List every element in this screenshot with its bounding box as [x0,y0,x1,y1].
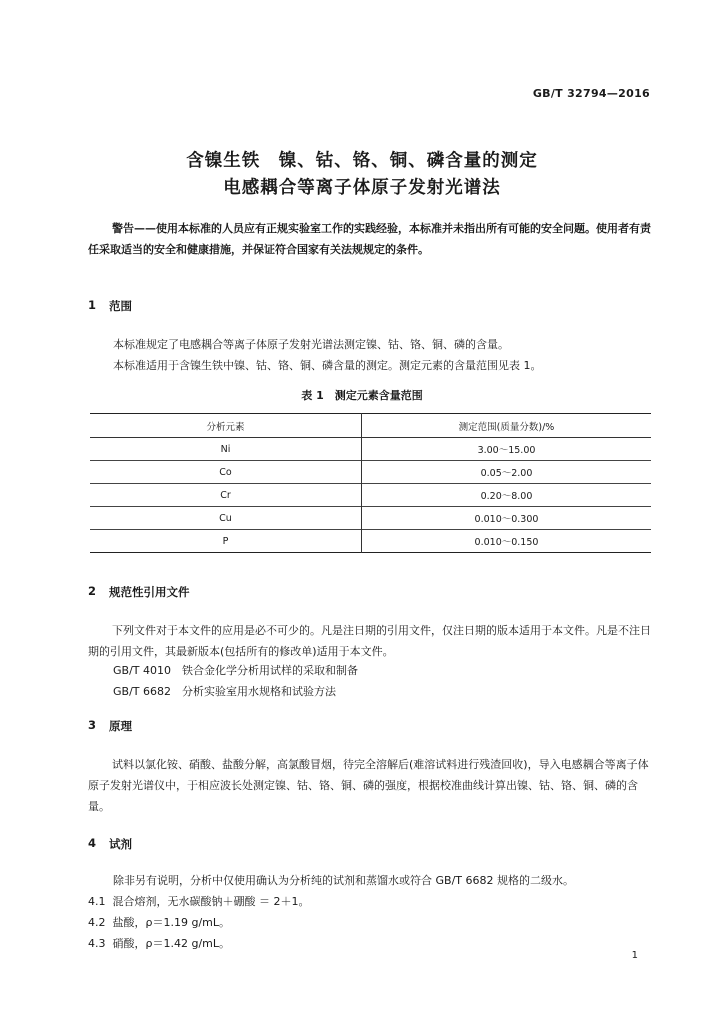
table-header-row [90,414,651,438]
item-text: 混合熔剂，无水碳酸钠＋硼酸 ＝ 2＋1。 [112,895,310,908]
table-row [90,438,651,461]
list-item [88,935,230,951]
header-element: 分析元素 [90,414,362,438]
range-cell: 0.010～0.300 [362,507,652,530]
item-number: 4.3 [88,937,106,950]
item-text: 硝酸，ρ＝1.42 g/mL。 [112,937,231,950]
item-number: 4.1 [88,895,106,908]
section-1-title: 范围 [109,299,132,313]
document-title-line2: 电感耦合等离子体原子发射光谱法 [223,178,501,198]
item-text: 盐酸，ρ＝1.19 g/mL。 [112,916,231,929]
table-row [90,461,651,484]
section-3-para: 试料以氯化铵、硝酸、盐酸分解，高氯酸冒烟，待完全溶解后(难溶试料进行残渣回收)，导入电感耦合等离子体原子发射光谱仪中，于相应波长处测定镍、钴、铬、铜、磷的强度，根据校准曲线计算出镍、钴、铬、铜、磷的含量。 [88,758,649,813]
standard-number: GB/T 32794—2016 [532,87,650,100]
section-3-number: 3 [88,718,97,732]
section-4-para: 除非另有说明，分析中仅使用确认为分析纯的试剂和蒸馏水或符合 GB/T 6682 规格的二级水。 [113,874,574,887]
range-cell: 0.05～2.00 [362,461,652,484]
document-title-line1: 含镍生铁 镍、钴、铬、铜、磷含量的测定 [186,151,538,171]
table-row [90,507,651,530]
list-item [88,914,230,930]
element-cell: Cr [90,484,362,507]
range-cell: 0.20～8.00 [362,484,652,507]
element-cell: Co [90,461,362,484]
range-cell: 0.010～0.150 [362,530,652,553]
table-row [90,484,651,507]
normative-reference: GB/T 4010 铁合金化学分析用试样的采取和制备 [113,664,358,677]
section-1-para-2: 本标准适用于含镍生铁中镍、钴、铬、铜、磷含量的测定。测定元素的含量范围见表 1。 [113,359,542,372]
section-1-number: 1 [88,298,97,312]
element-range-table [90,413,651,553]
section-2-title: 规范性引用文件 [109,585,190,599]
section-3-title: 原理 [109,719,132,733]
section-4-number: 4 [88,836,97,850]
table-1-caption: 表 1 测定元素含量范围 [301,389,423,402]
element-cell: Cu [90,507,362,530]
section-2-number: 2 [88,584,97,598]
range-cell: 3.00～15.00 [362,438,652,461]
element-cell: P [90,530,362,553]
section-4-title: 试剂 [109,837,132,851]
page-number: 1 [631,950,638,961]
safety-warning: 警告——使用本标准的人员应有正规实验室工作的实践经验，本标准并未指出所有可能的安全问题。使用者有责任采取适当的安全和健康措施，并保证符合国家有关法规规定的条件。 [88,222,651,256]
table-row [90,530,651,553]
item-number: 4.2 [88,916,106,929]
element-cell: Ni [90,438,362,461]
header-range: 测定范围(质量分数)/% [362,414,652,438]
list-item [88,893,310,909]
section-1-para-1: 本标准规定了电感耦合等离子体原子发射光谱法测定镍、钴、铬、铜、磷的含量。 [113,338,509,351]
section-2-para: 下列文件对于本文件的应用是必不可少的。凡是注日期的引用文件，仅注日期的版本适用于本文件。凡是不注日期的引用文件，其最新版本(包括所有的修改单)适用于本文件。 [88,624,651,658]
normative-reference: GB/T 6682 分析实验室用水规格和试验方法 [113,685,336,698]
